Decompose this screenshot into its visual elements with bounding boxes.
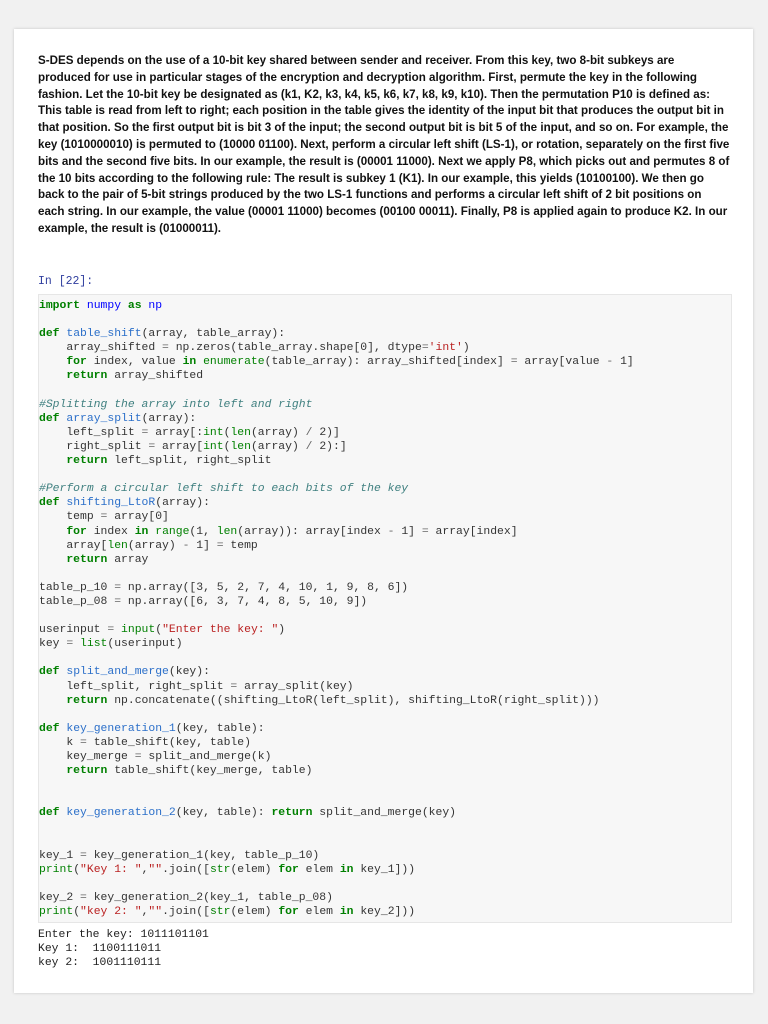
code-cell[interactable] [38, 294, 732, 923]
code-line: return np.concatenate((shifting_LtoR(left_split), shifting_LtoR(right_split))) [66, 694, 600, 707]
code-line: key_merge = split_and_merge(k) [39, 751, 272, 763]
code-line: print("Key 1: ","".join([str(elem) for elem in key_1])) [39, 863, 416, 876]
code-line: def table_shift(array, table_array): [39, 328, 286, 341]
code-line: import numpy as np [39, 300, 163, 312]
output-line: key 2: 1001110111 [38, 957, 162, 970]
code-line: #Splitting the array into left and right [39, 398, 313, 411]
code-line: temp = array[0] [39, 511, 169, 524]
code-line: for index in range(1, len(array)): array[index - 1] = array[index] [66, 525, 518, 538]
code-line: def split_and_merge(key): [39, 666, 210, 679]
code-line: key = list(userinput) [39, 638, 183, 651]
code-line: def key_generation_2(key, table): return split_and_merge(key) [39, 807, 456, 820]
code-line: print("key 2: ","".join([str(elem) for elem in key_2])) [39, 906, 416, 919]
code-line: def key_generation_1(key, table): [39, 722, 265, 735]
code-line: def array_split(array): [39, 412, 197, 425]
code-line: k = table_shift(key, table) [39, 736, 251, 749]
code-line: right_split = array[int(len(array) / 2):] [39, 440, 347, 453]
code-line: return table_shift(key_merge, table) [66, 765, 313, 778]
code-line: userinput = input("Enter the key: ") [39, 624, 286, 637]
code-line: key_2 = key_generation_2(key_1, table_p_08) [39, 891, 333, 904]
output-line: Key 1: 1100111011 [38, 943, 162, 956]
code-line: #Perform a circular left shift to each bits of the key [39, 483, 409, 496]
code-line: return array_shifted [66, 370, 204, 383]
code-line: array[len(array) - 1] = temp [39, 539, 258, 552]
code-line: key_1 = key_generation_1(key, table_p_10) [39, 849, 320, 862]
cell-output [38, 928, 209, 970]
code-line: array_shifted = np.zeros(table_array.shape[0], dtype='int') [39, 342, 470, 355]
code-line: return left_split, right_split [66, 455, 272, 468]
input-prompt: In [22]: [38, 275, 94, 288]
code-editor[interactable] [39, 295, 731, 919]
notebook-page [14, 29, 753, 993]
output-line: Enter the key: 1011101101 [38, 929, 209, 941]
code-line: left_split = array[:int(len(array) / 2)] [39, 426, 340, 439]
code-line: def shifting_LtoR(array): [39, 497, 210, 510]
code-line: table_p_10 = np.array([3, 5, 2, 7, 4, 10, 1, 9, 8, 6]) [39, 581, 409, 594]
code-line: table_p_08 = np.array([6, 3, 7, 4, 8, 5, 10, 9]) [39, 595, 368, 608]
markdown-cell[interactable]: S-DES depends on the use of a 10-bit key shared between sender and receiver. From this key, two 8-bit subkeys are produced for use in particular stages of the encryption and decryption algorithm. First, permute the key in the following fashion. Let the 10-bit key be designated as (k1, K2, k3, k4, k5, k6, k7, k8, k9, k10). Then the permutation P10 is defined as: This table is read from left to right; each position in the table gives the identity of the input bit that produces the output bit in that position. So the first output bit is bit 3 of the input; the second output bit is bit 5 of the input, and so on. For example, the key (1010000010) is permuted to (10000 01100). Next, perform a circular left shift (LS-1), or rotation, separately on the first five bits and the second five bits. In our example, the result is (00001 11000). Next we apply P8, which picks out and permutes 8 of the 10 bits according to the following rule: The result is subkey 1 (K1). In our example, this yields (10100100). We then go back to the pair of 5-bit strings produced by the two LS-1 functions and performs a circular left shift of 2 bit positions on each string. In our example, the value (00001 11000) becomes (00100 00011). Finally, P8 is applied again to produce K2. In our example, the result is (01000011). [38, 54, 730, 235]
code-line: for index, value in enumerate(table_array): array_shifted[index] = array[value - 1] [66, 356, 634, 369]
code-line: return array [66, 553, 149, 566]
code-line: left_split, right_split = array_split(key) [39, 680, 354, 693]
